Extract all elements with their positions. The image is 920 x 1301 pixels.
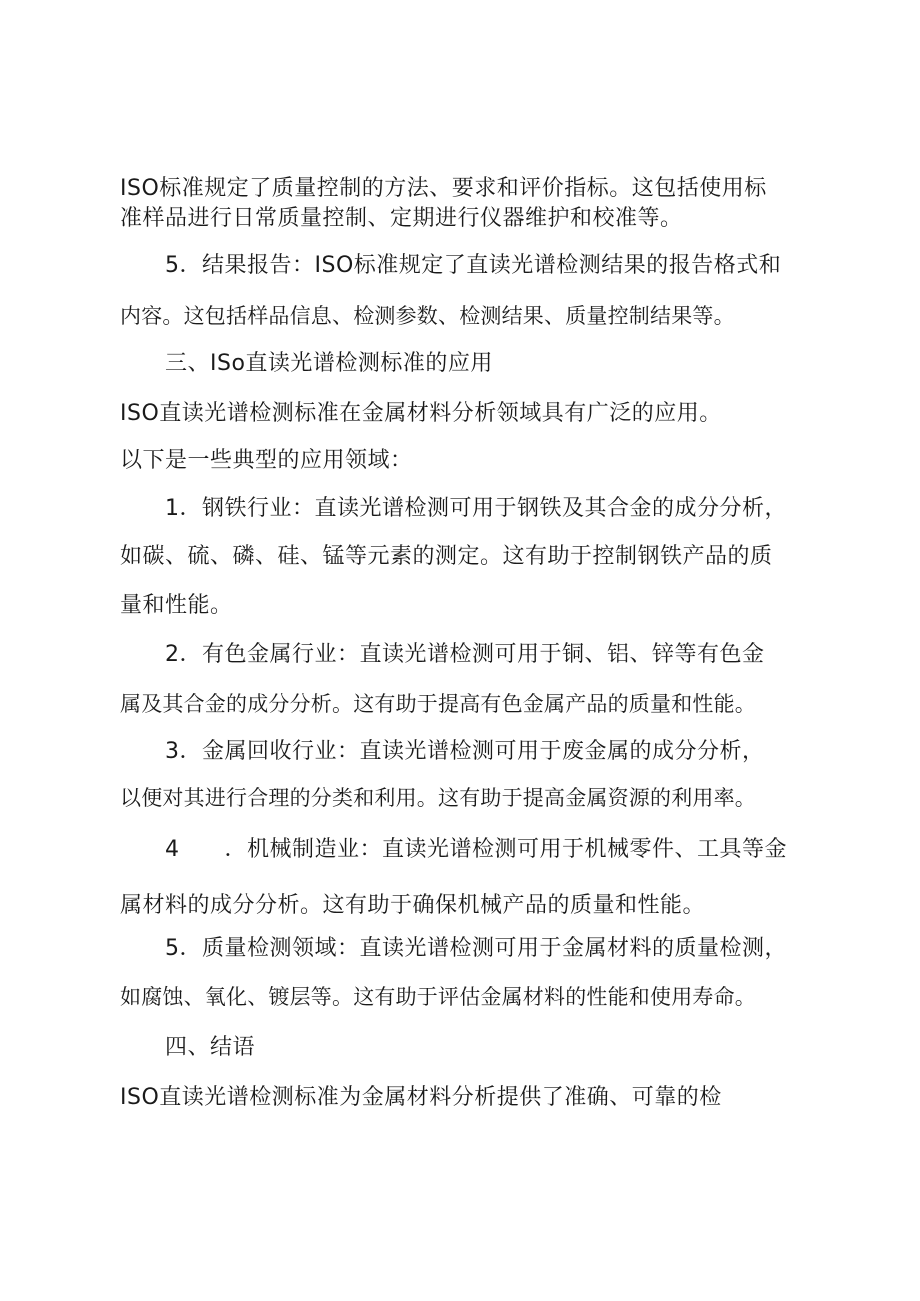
text-line-14: 以便对其进行合理的分类和利用。这有助于提高金属资源的利用率。 [120, 786, 756, 810]
text-line-17: 5．质量检测领域：直读光谱检测可用于金属材料的质量检测， [165, 936, 787, 961]
text-line-11: 2．有色金属行业：直读光谱检测可用于铜、铝、锌等有色金 [165, 642, 765, 667]
text-line-13: 3．金属回收行业：直读光谱检测可用于废金属的成分分析， [165, 739, 765, 764]
text-line-2: 准样品进行日常质量控制、定期进行仪器维护和校准等。 [120, 206, 683, 231]
text-line-18: 如腐蚀、氧化、镀层等。这有助于评估金属材料的性能和使用寿命。 [120, 985, 756, 1009]
text-line-8: 1．钢铁行业：直读光谱检测可用于钢铁及其合金的成分分析， [165, 496, 787, 521]
section-heading-4: 四、结语 [165, 1035, 256, 1060]
text-line-10: 量和性能。 [120, 593, 233, 618]
text-line-6: ISO直读光谱检测标准在金属材料分析领域具有广泛的应用。 [120, 401, 722, 426]
text-line-15: 4 ．机械制造业：直读光谱检测可用于机械零件、工具等金 [165, 837, 787, 862]
text-line-20: ISO直读光谱检测标准为金属材料分析提供了准确、可靠的检 [120, 1085, 722, 1110]
text-line-16: 属材料的成分分析。这有助于确保机械产品的质量和性能。 [120, 893, 706, 918]
text-line-12: 属及其合金的成分分析。这有助于提高有色金属产品的质量和性能。 [120, 692, 756, 716]
text-line-1: ISO标准规定了质量控制的方法、要求和评价指标。这包括使用标 [120, 176, 767, 201]
text-line-3: 5．结果报告：ISO标准规定了直读光谱检测结果的报告格式和 [165, 253, 782, 278]
text-line-7: 以下是一些典型的应用领域： [120, 448, 413, 473]
text-line-4: 内容。这包括样品信息、检测参数、检测结果、质量控制结果等。 [120, 304, 735, 328]
section-heading-3: 三、ISo直读光谱检测标准的应用 [165, 351, 493, 376]
text-line-9: 如碳、硫、磷、硅、锰等元素的测定。这有助于控制钢铁产品的质 [120, 544, 773, 569]
